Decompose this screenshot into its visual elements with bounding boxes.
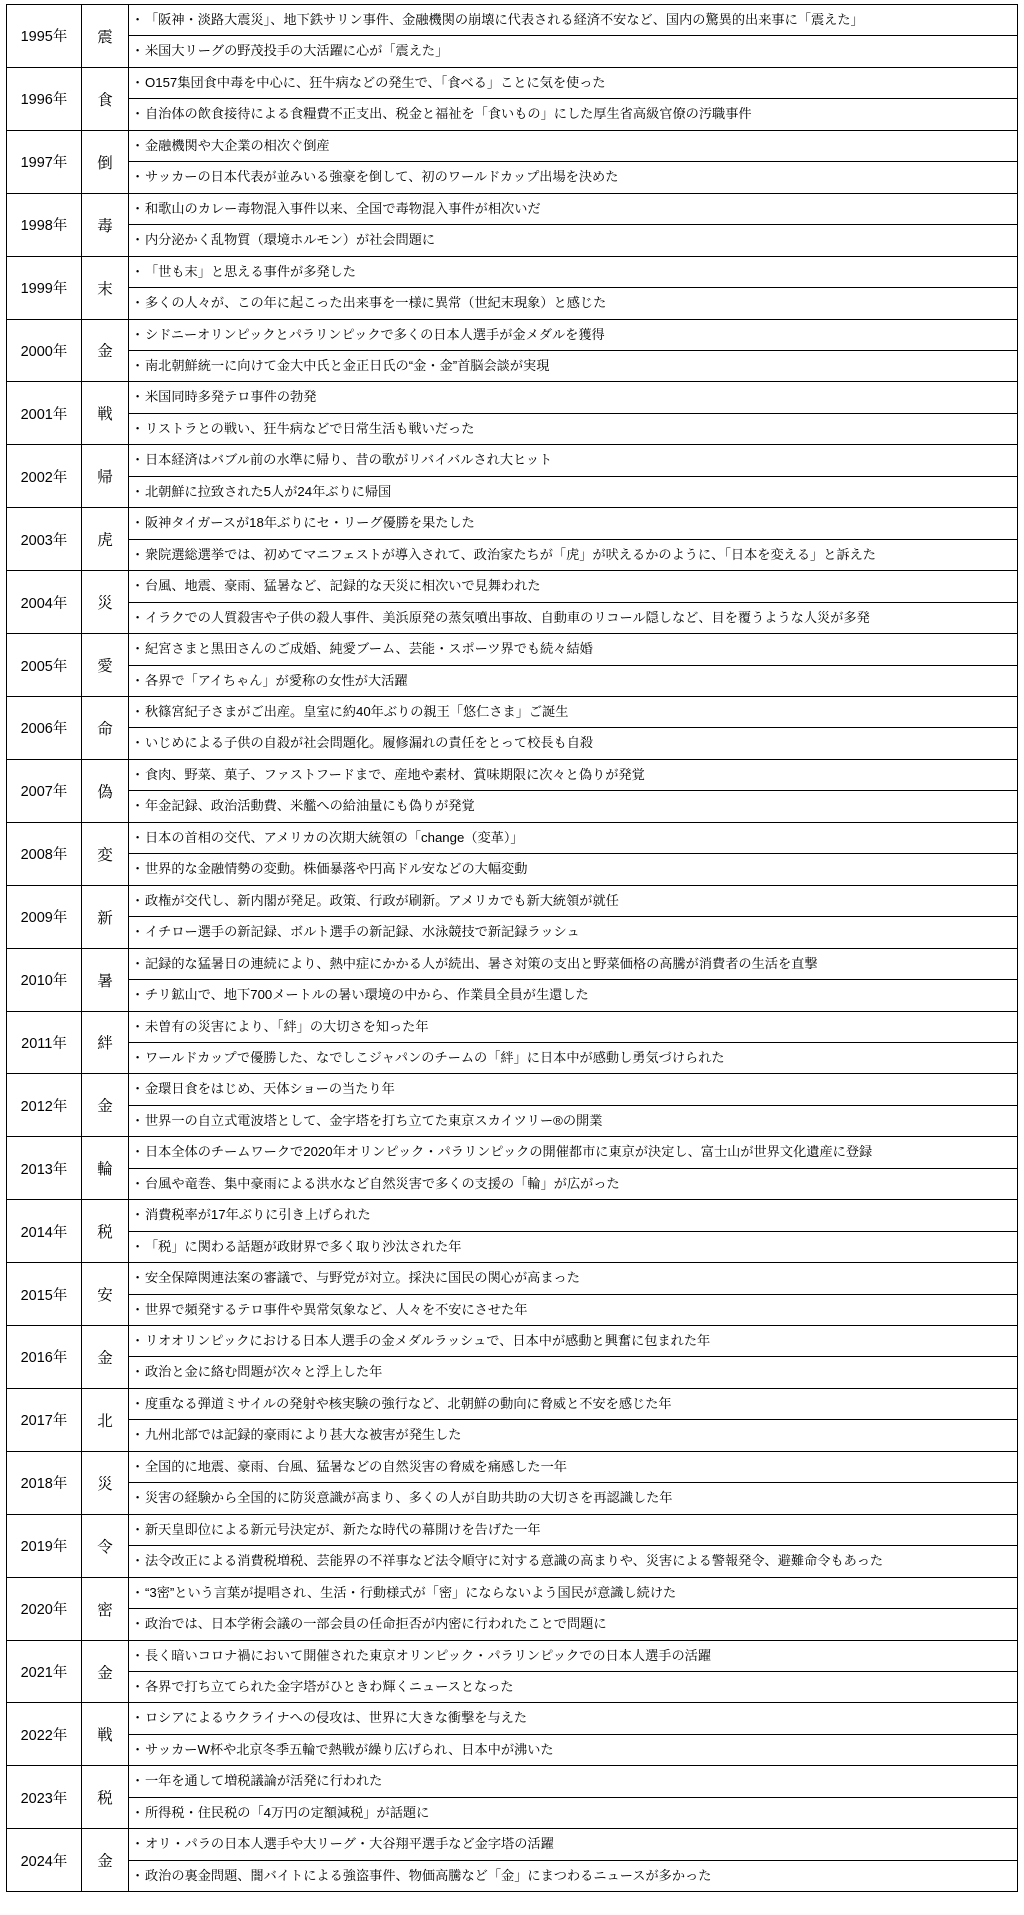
year-cell: 1999年	[7, 256, 82, 319]
description-cell	[129, 1011, 1018, 1074]
table-row	[7, 759, 1018, 822]
description-list	[129, 1515, 1017, 1577]
description-item: ・ 政治では、日本学術会議の一部会員の任命拒否が内密に行われたことで問題に	[129, 1609, 1017, 1639]
kanji-cell: 帰	[82, 445, 129, 508]
description-list	[129, 194, 1017, 256]
description-item: ・ イラクでの人質殺害や子供の殺人事件、美浜原発の蒸気噴出事故、自動車のリコール隠しなど、目を覆うような人災が多発	[129, 603, 1017, 633]
description-item: ・ オリ・パラの日本人選手や大リーグ・大谷翔平選手など金字塔の活躍	[129, 1829, 1017, 1860]
description-item: ・ 法令改正による消費税増税、芸能界の不祥事など法令順守に対する意識の高まりや、災害による警報発令、避難命令もあった	[129, 1546, 1017, 1576]
description-cell	[129, 1703, 1018, 1766]
year-cell: 1997年	[7, 130, 82, 193]
kanji-cell: 令	[82, 1514, 129, 1577]
description-item: ・ 年金記録、政治活動費、米艦への給油量にも偽りが発覚	[129, 791, 1017, 821]
description-list	[129, 1263, 1017, 1325]
year-cell: 2007年	[7, 759, 82, 822]
description-cell	[129, 759, 1018, 822]
description-list	[129, 1389, 1017, 1451]
description-item: ・ 南北朝鮮統一に向けて金大中氏と金正日氏の“金・金”首脳会談が実現	[129, 351, 1017, 381]
kanji-cell: 金	[82, 319, 129, 382]
table-row	[7, 67, 1018, 130]
description-cell	[129, 382, 1018, 445]
table-row	[7, 1514, 1018, 1577]
description-list	[129, 68, 1017, 130]
description-item: ・ ワールドカップで優勝した、なでしこジャパンのチームの「絆」に日本中が感動し勇気づけられた	[129, 1043, 1017, 1073]
description-cell	[129, 1829, 1018, 1892]
table-row	[7, 1577, 1018, 1640]
year-cell: 2019年	[7, 1514, 82, 1577]
description-cell	[129, 1640, 1018, 1703]
description-cell	[129, 1451, 1018, 1514]
table-row	[7, 445, 1018, 508]
description-item: ・ いじめによる子供の自殺が社会問題化。履修漏れの責任をとって校長も自殺	[129, 728, 1017, 758]
description-cell	[129, 1577, 1018, 1640]
description-cell	[129, 634, 1018, 697]
description-cell	[129, 508, 1018, 571]
description-cell	[129, 1200, 1018, 1263]
description-cell	[129, 67, 1018, 130]
description-item: ・ 未曽有の災害により、「絆」の大切さを知った年	[129, 1012, 1017, 1043]
year-cell: 2016年	[7, 1326, 82, 1389]
description-item: ・ 政権が交代し、新内閣が発足。政策、行政が刷新。アメリカでも新大統領が就任	[129, 886, 1017, 917]
description-cell	[129, 1766, 1018, 1829]
description-item: ・ 台風や竜巻、集中豪雨による洪水など自然災害で多くの支援の「輪」が広がった	[129, 1169, 1017, 1199]
kanji-cell: 戦	[82, 382, 129, 445]
year-cell: 2024年	[7, 1829, 82, 1892]
year-cell: 2010年	[7, 948, 82, 1011]
description-item: ・ 金環日食をはじめ、天体ショーの当たり年	[129, 1074, 1017, 1105]
table-row	[7, 130, 1018, 193]
table-row	[7, 1829, 1018, 1892]
table-row	[7, 5, 1018, 68]
table-row	[7, 193, 1018, 256]
description-item: ・ 政治の裏金問題、闇バイトによる強盗事件、物価高騰など「金」にまつわるニュースが多かった	[129, 1861, 1017, 1891]
description-list	[129, 760, 1017, 822]
year-cell: 2001年	[7, 382, 82, 445]
description-list	[129, 1703, 1017, 1765]
year-cell: 2009年	[7, 885, 82, 948]
description-item: ・ 新天皇即位による新元号決定が、新たな時代の幕開けを告げた一年	[129, 1515, 1017, 1546]
table-row	[7, 1137, 1018, 1200]
description-item: ・ 安全保障関連法案の審議で、与野党が対立。採決に国民の関心が高まった	[129, 1263, 1017, 1294]
description-cell	[129, 445, 1018, 508]
table-row	[7, 1011, 1018, 1074]
description-list	[129, 886, 1017, 948]
description-item: ・ 北朝鮮に拉致された5人が24年ぶりに帰国	[129, 477, 1017, 507]
year-cell: 2018年	[7, 1451, 82, 1514]
description-list	[129, 1200, 1017, 1262]
table-row	[7, 1451, 1018, 1514]
description-cell	[129, 1514, 1018, 1577]
description-list	[129, 1766, 1017, 1828]
description-item: ・ 衆院選総選挙では、初めてマニフェストが導入されて、政治家たちが「虎」が吠えるかのように、「日本を変える」と訴えた	[129, 540, 1017, 570]
description-item: ・ 政治と金に絡む問題が次々と浮上した年	[129, 1357, 1017, 1387]
description-cell	[129, 822, 1018, 885]
year-cell: 2015年	[7, 1263, 82, 1326]
table-row	[7, 1703, 1018, 1766]
description-item: ・ 所得税・住民税の「4万円の定額減税」が話題に	[129, 1798, 1017, 1828]
description-cell	[129, 256, 1018, 319]
description-list	[129, 1578, 1017, 1640]
description-item: ・ ロシアによるウクライナへの侵攻は、世界に大きな衝撃を与えた	[129, 1703, 1017, 1734]
description-cell	[129, 885, 1018, 948]
year-cell: 2000年	[7, 319, 82, 382]
table-row	[7, 382, 1018, 445]
description-item: ・ 和歌山のカレー毒物混入事件以来、全国で毒物混入事件が相次いだ	[129, 194, 1017, 225]
kanji-cell: 絆	[82, 1011, 129, 1074]
description-list	[129, 445, 1017, 507]
description-item: ・ 世界一の自立式電波塔として、金字塔を打ち立てた東京スカイツリー®の開業	[129, 1106, 1017, 1136]
description-list	[129, 1829, 1017, 1891]
description-item: ・ 「阪神・淡路大震災」、地下鉄サリン事件、金融機関の崩壊に代表される経済不安など、国内の驚異的出来事に「震えた」	[129, 5, 1017, 36]
description-item: ・ 災害の経験から全国的に防災意識が高まり、多くの人が自助共助の大切さを再認識した年	[129, 1483, 1017, 1513]
year-cell: 2021年	[7, 1640, 82, 1703]
description-cell	[129, 1074, 1018, 1137]
kanji-cell: 密	[82, 1577, 129, 1640]
description-item: ・ リオオリンピックにおける日本人選手の金メダルラッシュで、日本中が感動と興奮に包まれた年	[129, 1326, 1017, 1357]
description-item: ・ 自治体の飲食接待による食糧費不正支出、税金と福祉を「食いもの」にした厚生省高級官僚の汚職事件	[129, 99, 1017, 129]
description-list	[129, 508, 1017, 570]
year-cell: 2008年	[7, 822, 82, 885]
description-item: ・ 世界で頻発するテロ事件や異常気象など、人々を不安にさせた年	[129, 1295, 1017, 1325]
year-cell: 2004年	[7, 571, 82, 634]
description-item: ・ 長く暗いコロナ禍において開催された東京オリンピック・パラリンピックでの日本人選手の活躍	[129, 1641, 1017, 1672]
kanji-cell: 税	[82, 1766, 129, 1829]
table-row	[7, 508, 1018, 571]
year-cell: 2005年	[7, 634, 82, 697]
kanji-cell: 安	[82, 1263, 129, 1326]
year-cell: 1998年	[7, 193, 82, 256]
kanji-cell: 戦	[82, 1703, 129, 1766]
year-cell: 1995年	[7, 5, 82, 68]
description-item: ・ 九州北部では記録的豪雨により甚大な被害が発生した	[129, 1420, 1017, 1450]
table-row	[7, 822, 1018, 885]
table-row	[7, 1326, 1018, 1389]
kanji-cell: 金	[82, 1829, 129, 1892]
description-item: ・ 日本全体のチームワークで2020年オリンピック・パラリンピックの開催都市に東京が決定し、富士山が世界文化遺産に登録	[129, 1137, 1017, 1168]
table-row	[7, 634, 1018, 697]
description-item: ・ サッカーW杯や北京冬季五輪で熱戦が繰り広げられ、日本中が沸いた	[129, 1735, 1017, 1765]
description-item: ・ シドニーオリンピックとパラリンピックで多くの日本人選手が金メダルを獲得	[129, 320, 1017, 351]
description-list	[129, 382, 1017, 444]
description-item: ・ О157集団食中毒を中心に、狂牛病などの発生で、「食べる」ことに気を使った	[129, 68, 1017, 99]
year-cell: 2006年	[7, 696, 82, 759]
description-list	[129, 1012, 1017, 1074]
description-item: ・ 日本経済はバブル前の水準に帰り、昔の歌がリバイバルされ大ヒット	[129, 445, 1017, 476]
kanji-cell: 愛	[82, 634, 129, 697]
description-item: ・ “3密”という言葉が提唱され、生活・行動様式が「密」にならないよう国民が意識し続けた	[129, 1578, 1017, 1609]
description-item: ・ 「世も末」と思える事件が多発した	[129, 257, 1017, 288]
description-cell	[129, 130, 1018, 193]
description-list	[129, 320, 1017, 382]
year-cell: 2022年	[7, 1703, 82, 1766]
description-cell	[129, 1137, 1018, 1200]
description-item: ・ 世界的な金融情勢の変動。株価暴落や円高ドル安などの大幅変動	[129, 854, 1017, 884]
kanji-of-the-year-table	[6, 4, 1018, 1892]
table-row	[7, 1388, 1018, 1451]
year-cell: 2014年	[7, 1200, 82, 1263]
kanji-cell: 税	[82, 1200, 129, 1263]
kanji-cell: 金	[82, 1074, 129, 1137]
description-cell	[129, 571, 1018, 634]
description-list	[129, 571, 1017, 633]
year-cell: 2011年	[7, 1011, 82, 1074]
description-item: ・ 紀宮さまと黒田さんのご成婚、純愛ブーム、芸能・スポーツ界でも続々結婚	[129, 634, 1017, 665]
description-item: ・ 米国同時多発テロ事件の勃発	[129, 382, 1017, 413]
table-row	[7, 1200, 1018, 1263]
table-body	[7, 5, 1018, 1892]
description-item: ・ 台風、地震、豪雨、猛暑など、記録的な天災に相次いで見舞われた	[129, 571, 1017, 602]
description-item: ・ 阪神タイガースが18年ぶりにセ・リーグ優勝を果たした	[129, 508, 1017, 539]
table-row	[7, 1640, 1018, 1703]
table-row	[7, 1074, 1018, 1137]
year-cell: 2023年	[7, 1766, 82, 1829]
year-cell: 2020年	[7, 1577, 82, 1640]
description-item: ・ 金融機関や大企業の相次ぐ倒産	[129, 131, 1017, 162]
description-item: ・ 消費税率が17年ぶりに引き上げられた	[129, 1200, 1017, 1231]
kanji-cell: 北	[82, 1388, 129, 1451]
description-list	[129, 1641, 1017, 1703]
description-item: ・ イチロー選手の新記録、ボルト選手の新記録、水泳競技で新記録ラッシュ	[129, 917, 1017, 947]
table-row	[7, 256, 1018, 319]
description-cell	[129, 1326, 1018, 1389]
description-list	[129, 257, 1017, 319]
year-cell: 2017年	[7, 1388, 82, 1451]
description-item: ・ 度重なる弾道ミサイルの発射や核実験の強行など、北朝鮮の動向に脅威と不安を感じた年	[129, 1389, 1017, 1420]
kanji-cell: 毒	[82, 193, 129, 256]
description-cell	[129, 319, 1018, 382]
description-item: ・ サッカーの日本代表が並みいる強豪を倒して、初のワールドカップ出場を決めた	[129, 162, 1017, 192]
description-cell	[129, 1263, 1018, 1326]
kanji-cell: 虎	[82, 508, 129, 571]
kanji-cell: 震	[82, 5, 129, 68]
year-cell: 2003年	[7, 508, 82, 571]
description-list	[129, 1137, 1017, 1199]
kanji-cell: 命	[82, 696, 129, 759]
description-item: ・ 日本の首相の交代、アメリカの次期大統領の「change（変革）」	[129, 823, 1017, 854]
year-cell: 2013年	[7, 1137, 82, 1200]
description-list	[129, 949, 1017, 1011]
description-list	[129, 634, 1017, 696]
description-cell	[129, 5, 1018, 68]
table-row	[7, 571, 1018, 634]
description-item: ・ 内分泌かく乱物質（環境ホルモン）が社会問題に	[129, 225, 1017, 255]
table-row	[7, 948, 1018, 1011]
description-cell	[129, 1388, 1018, 1451]
description-cell	[129, 696, 1018, 759]
kanji-cell: 輪	[82, 1137, 129, 1200]
table-row	[7, 696, 1018, 759]
description-cell	[129, 948, 1018, 1011]
description-item: ・ チリ鉱山で、地下700メートルの暑い環境の中から、作業員全員が生還した	[129, 980, 1017, 1010]
table-row	[7, 1766, 1018, 1829]
description-list	[129, 697, 1017, 759]
description-item: ・ 各界で「アイちゃん」が愛称の女性が大活躍	[129, 666, 1017, 696]
description-list	[129, 1452, 1017, 1514]
kanji-cell: 新	[82, 885, 129, 948]
kanji-cell: 暑	[82, 948, 129, 1011]
kanji-cell: 金	[82, 1326, 129, 1389]
kanji-cell: 変	[82, 822, 129, 885]
description-item: ・ 全国的に地震、豪雨、台風、猛暑などの自然災害の脅威を痛感した一年	[129, 1452, 1017, 1483]
description-item: ・ 米国大リーグの野茂投手の大活躍に心が「震えた」	[129, 36, 1017, 66]
description-item: ・ 「税」に関わる話題が政財界で多く取り沙汰された年	[129, 1232, 1017, 1262]
description-item: ・ リストラとの戦い、狂牛病などで日常生活も戦いだった	[129, 414, 1017, 444]
description-list	[129, 1326, 1017, 1388]
kanji-cell: 末	[82, 256, 129, 319]
description-list	[129, 5, 1017, 67]
table-row	[7, 1263, 1018, 1326]
table-row	[7, 885, 1018, 948]
description-item: ・ 記録的な猛暑日の連続により、熱中症にかかる人が続出、暑さ対策の支出と野菜価格の高騰が消費者の生活を直撃	[129, 949, 1017, 980]
kanji-cell: 金	[82, 1640, 129, 1703]
description-item: ・ 秋篠宮紀子さまがご出産。皇室に約40年ぶりの親王「悠仁さま」ご誕生	[129, 697, 1017, 728]
description-item: ・ 各界で打ち立てられた金字塔がひときわ輝くニュースとなった	[129, 1672, 1017, 1702]
table-row	[7, 319, 1018, 382]
description-item: ・ 食肉、野菜、菓子、ファストフードまで、産地や素材、賞味期限に次々と偽りが発覚	[129, 760, 1017, 791]
description-item: ・ 一年を通して増税議論が活発に行われた	[129, 1766, 1017, 1797]
description-item: ・ 多くの人々が、この年に起こった出来事を一様に異常（世紀末現象）と感じた	[129, 288, 1017, 318]
description-list	[129, 823, 1017, 885]
kanji-cell: 災	[82, 1451, 129, 1514]
kanji-cell: 食	[82, 67, 129, 130]
year-cell: 1996年	[7, 67, 82, 130]
description-list	[129, 1074, 1017, 1136]
description-list	[129, 131, 1017, 193]
kanji-cell: 災	[82, 571, 129, 634]
year-cell: 2012年	[7, 1074, 82, 1137]
kanji-cell: 偽	[82, 759, 129, 822]
year-cell: 2002年	[7, 445, 82, 508]
kanji-cell: 倒	[82, 130, 129, 193]
description-cell	[129, 193, 1018, 256]
